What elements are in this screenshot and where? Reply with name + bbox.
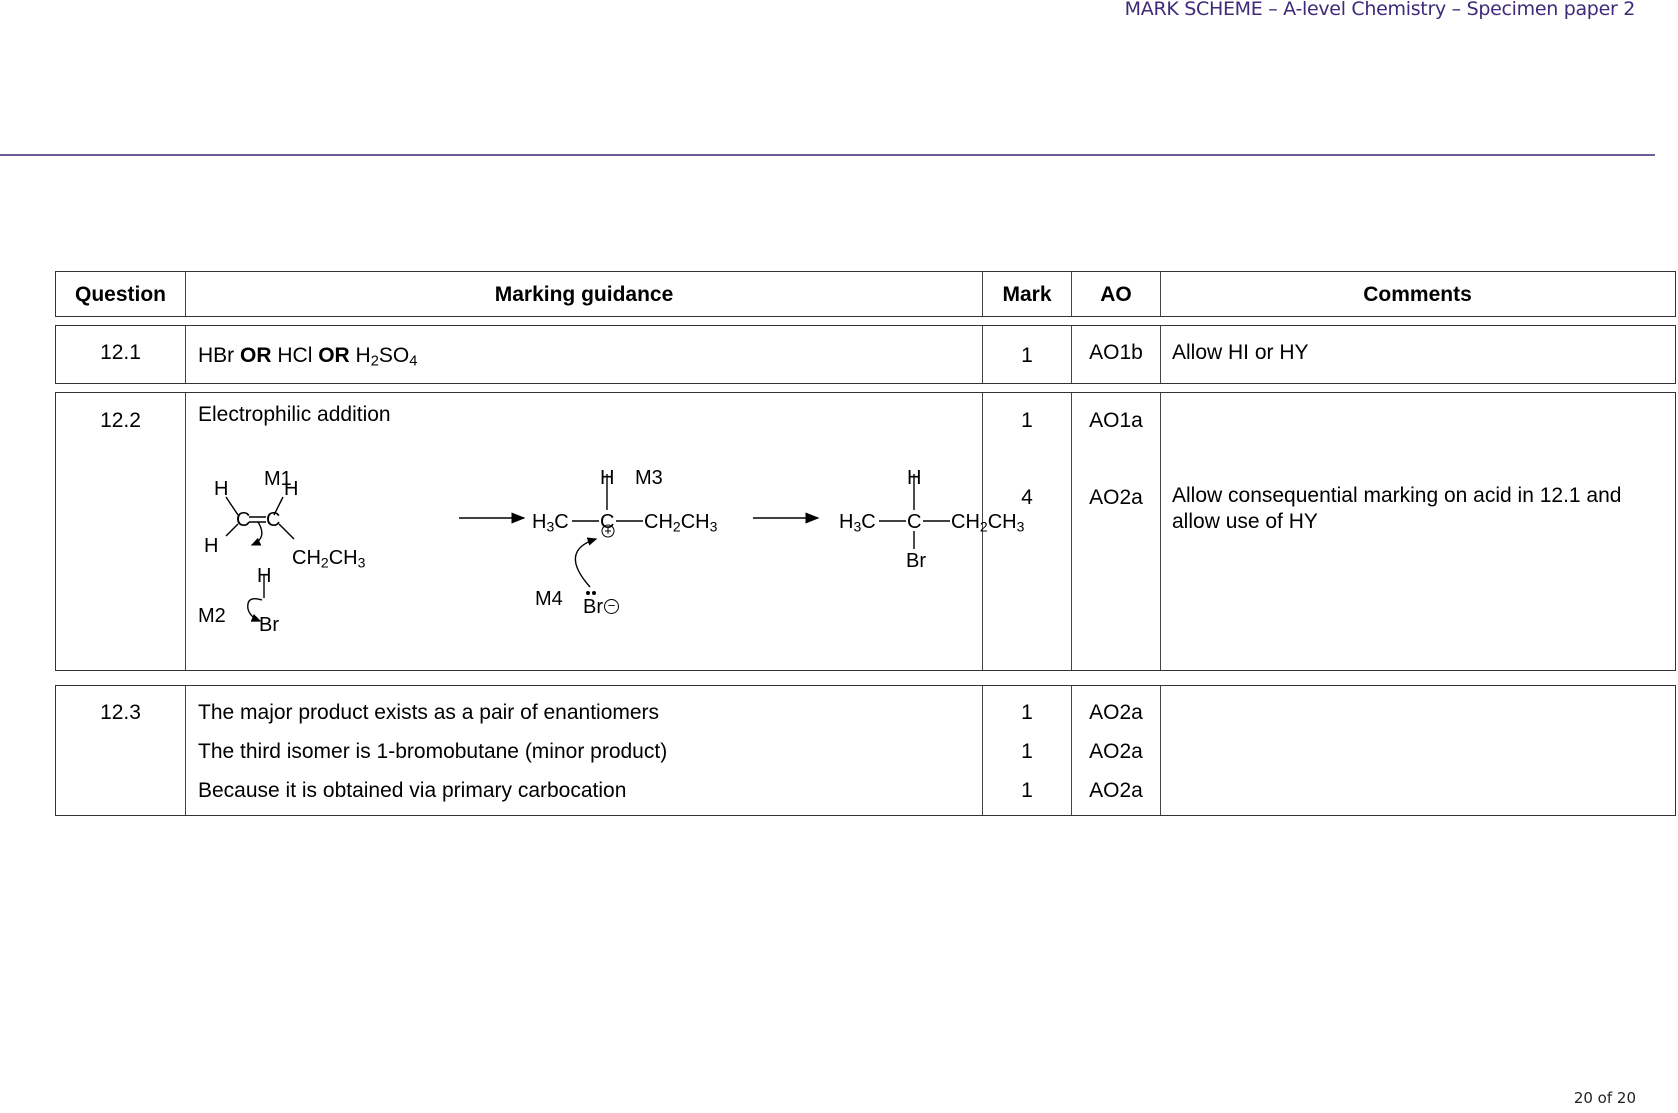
table-row	[55, 325, 1676, 384]
table-row	[55, 685, 1676, 816]
header-divider	[0, 154, 1655, 156]
marking-guidance-line: Because it is obtained via primary carbocation	[198, 779, 627, 802]
ao-value: AO1a	[1089, 409, 1143, 432]
label-m3: M3	[635, 467, 663, 489]
column-header-marking-guidance: Marking guidance	[494, 283, 674, 306]
marking-guidance-text: HBr OR HCl OR $H_2SO_4$	[198, 344, 418, 370]
atom-c: C	[236, 509, 251, 531]
ao-value: AO2a	[1089, 486, 1143, 509]
mark-value: 1	[1021, 344, 1033, 367]
column-header-mark: Mark	[1002, 283, 1052, 306]
group-methyl: $H_3C$	[839, 511, 876, 535]
column-header-question: Question	[74, 283, 166, 306]
ao-value: AO2a	[1089, 740, 1143, 763]
question-number: 12.2	[100, 409, 141, 432]
question-number: 12.1	[100, 341, 141, 364]
atom-h: H	[600, 467, 615, 489]
atom-h: H	[204, 535, 219, 557]
page-number: 20 of 20	[1573, 1089, 1636, 1107]
mark-value: 1	[1021, 701, 1033, 724]
ao-value: AO2a	[1089, 701, 1143, 724]
mark-value: 1	[1021, 409, 1033, 432]
reaction-mechanism-diagram	[186, 393, 1025, 672]
group-ethyl: $CH_2CH_3$	[644, 511, 718, 535]
atom-br: Br	[906, 550, 926, 572]
label-m2: M2	[198, 605, 226, 627]
ao-value: AO1b	[1089, 341, 1143, 364]
ao-value: AO2a	[1089, 779, 1143, 802]
atom-c: C	[266, 509, 281, 531]
table-row	[55, 392, 1676, 671]
group-ethyl: $CH_2CH_3$	[951, 511, 1025, 535]
group-ethyl: $CH_2CH_3$	[292, 547, 366, 571]
bromide-ion: Br −	[583, 597, 619, 617]
table-header-row	[55, 271, 1676, 317]
marking-guidance-text: Electrophilic addition	[198, 403, 391, 426]
page-header-title: MARK SCHEME – A-level Chemistry – Specimen paper 2	[1124, 0, 1635, 20]
atom-h: H	[907, 467, 922, 489]
atom-h: H	[214, 478, 229, 500]
negative-charge-icon: −	[604, 599, 619, 614]
mark-value: 4	[1021, 486, 1033, 509]
atom-h: H	[257, 565, 272, 587]
atom-br: Br	[259, 614, 279, 636]
mark-value: 1	[1021, 779, 1033, 802]
atom-c-carbocation: C	[600, 511, 615, 533]
atom-h: H	[284, 478, 299, 500]
comment-text: Allow HI or HY	[1172, 341, 1309, 364]
label-m4: M4	[535, 588, 563, 610]
label-m1: M1	[264, 468, 292, 490]
marking-guidance-line: The third isomer is 1-bromobutane (minor product)	[198, 740, 668, 763]
mark-value: 1	[1021, 740, 1033, 763]
column-header-ao: AO	[1100, 283, 1132, 306]
atom-c: C	[907, 511, 922, 533]
marking-guidance-line: The major product exists as a pair of enantiomers	[198, 701, 660, 724]
comment-text: Allow consequential marking on acid in 12.1 and allow use of HY	[1172, 484, 1622, 533]
question-number: 12.3	[100, 701, 141, 724]
column-header-comments: Comments	[1363, 283, 1472, 306]
group-methyl: $H_3C$	[532, 511, 569, 535]
